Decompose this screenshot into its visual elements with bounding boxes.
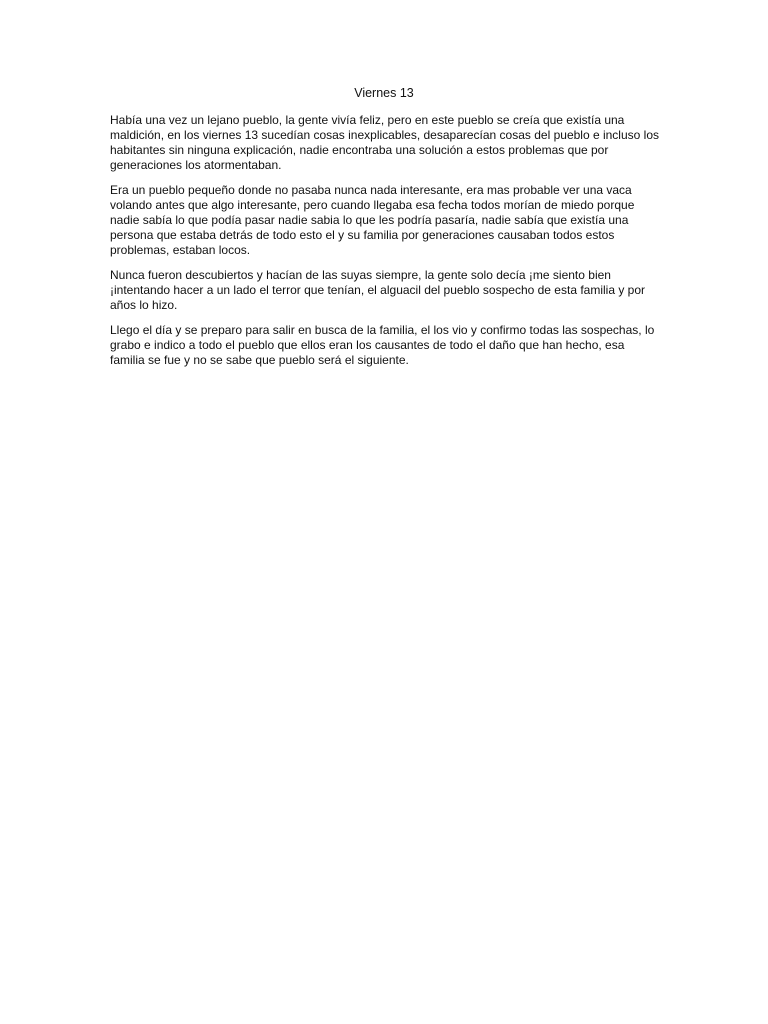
paragraph-1: Había una vez un lejano pueblo, la gente vivía feliz, pero en este pueblo se creía que existía una maldición, en los viernes 13 sucedían cosas inexplicables, desaparecían cosas del pueblo e incluso los habitantes sin ninguna explicación, nadie encontraba una solución a estos problemas que por generaciones los atormentaban.	[110, 113, 659, 172]
paragraph-3: Nunca fueron descubiertos y hacían de las suyas siempre, la gente solo decía ¡me siento bien ¡intentando hacer a un lado el terror que tenían, el alguacil del pueblo sospecho de esta familia y por años lo hizo.	[110, 268, 646, 312]
paragraph-4: Llego el día y se preparo para salir en busca de la familia, el los vio y confirmo todas las sospechas, lo grabo e indico a todo el pueblo que ellos eran los causantes de todo el daño que han hecho, esa familia se fue y no se sabe que pueblo será el siguiente.	[110, 323, 655, 367]
document-body	[110, 113, 662, 378]
document-title: Viernes 13	[354, 86, 414, 100]
paragraph-2: Era un pueblo pequeño donde no pasaba nunca nada interesante, era mas probable ver una vaca volando antes que algo interesante, pero cuando llegaba esa fecha todos morían de miedo porque nadie sabía lo que podía pasar nadie sabia lo que les podría pasaría, nadie sabía que existía una persona que estaba detrás de todo esto el y su familia por generaciones causaban todos estos problemas, estaban locos.	[110, 183, 635, 257]
